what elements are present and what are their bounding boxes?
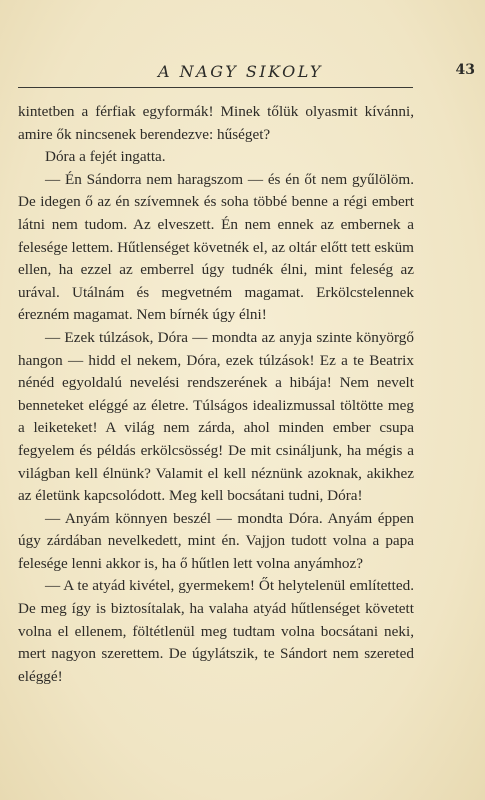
paragraph: Dóra a fejét ingatta. bbox=[45, 148, 166, 166]
header-rule bbox=[18, 87, 413, 88]
paragraph: — A te atyád kivétel, gyermekem! Őt helytelenül említetted. De meg így is biztosítalak, ha valaha atyád hűtlenséget követett volna el ellenem, föltétlenül meg tudtam volna bocsátani neki, mert nagyon szerettem. De úgylátszik, te Sándort nem szereted eléggé! bbox=[18, 577, 414, 685]
page-header bbox=[18, 62, 475, 86]
page-number: 43 bbox=[455, 62, 475, 78]
paragraph: — Én Sándorra nem haragszom — és én őt nem gyűlölöm. De idegen ő az én szívemnek és soha többé benne a régi embert látni nem tudom. Az elveszett. Én nem ennek az embernek a felesége lettem. Hűtlenséget követnék el, az oltár előtt tett esküm ellen, ha ezzel az emberrel úgy tudnék élni, mint feleség az urával. Utálnám és megvetném magamat. Erkölcstelennek érezném magamat. Nem bírnék úgy élni! bbox=[18, 170, 414, 324]
paragraph: — Anyám könnyen beszél — mondta Dóra. Anyám éppen úgy zárdában nevelkedett, mint én. Vajjon tudott volna a papa felesége lenni akkor is, ha ő hűtlen lett volna anyámhoz? bbox=[18, 509, 414, 572]
running-title: A NAGY SIKOLY bbox=[158, 62, 323, 81]
body-text bbox=[18, 101, 414, 688]
paragraph: kintetben a férfiak egyformák! Minek tőlük olyasmit kívánni, amire ők nincsenek berendezve: hűséget? bbox=[18, 103, 414, 143]
paragraph: — Ezek túlzások, Dóra — mondta az anyja szinte könyörgő hangon — hidd el nekem, Dóra, ezek túlzások! Ez a te Beatrix nénéd egyoldalú nevelési rendszerének a hibája! Nem nevelt benneteket eléggé az életre. Túlságos idealizmussal töltötte meg a leiketeket! A világ nem zárda, ahol minden ember csupa fegyelem és példás erkölcsösség! De mit csináljunk, ha mégis a világban kell élnünk? Valamit el kell néznünk azoknak, akikhez az életünk kapcsolódott. Meg kell bocsátani tudni, Dóra! bbox=[18, 328, 414, 505]
